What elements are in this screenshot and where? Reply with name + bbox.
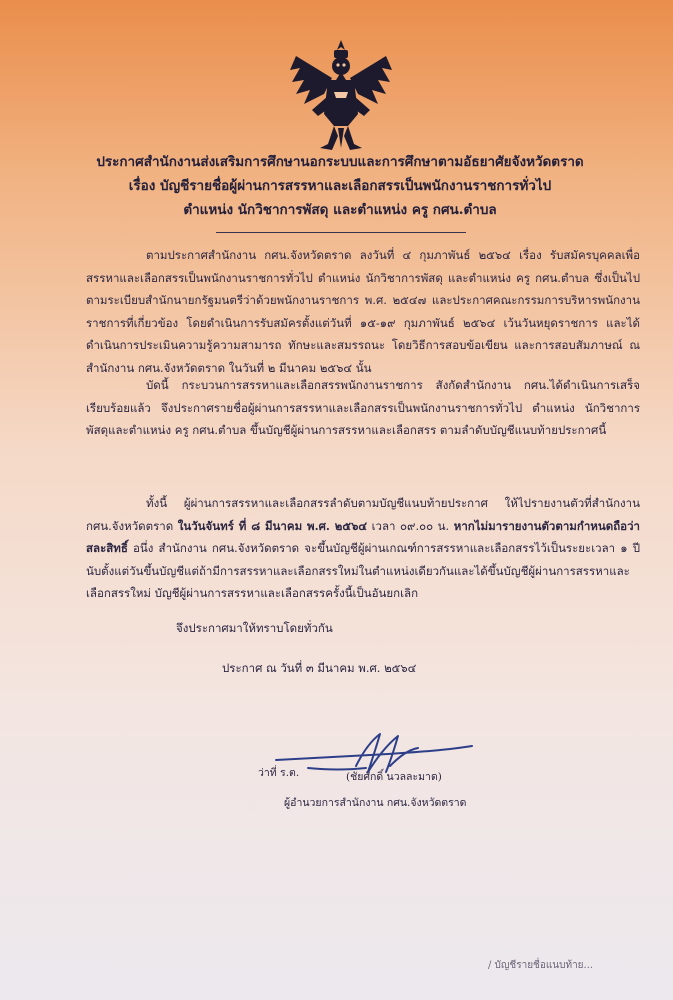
signatory-rank: ว่าที่ ร.ต. [258,767,300,779]
paragraph-background [86,244,640,379]
reporting-time: เวลา ๐๙.๐๐ น. [367,518,454,533]
heading-subject: เรื่อง บัญชีรายชื่อผู้ผ่านการสรรหาและเลือกสรรเป็นพนักงานราชการทั่วไป [128,178,552,194]
garuda-emblem-icon [288,36,394,152]
paragraph-background-text: ตามประกาศสำนักงาน กศน.จังหวัดตราด ลงวันที่ ๔ กุมภาพันธ์ ๒๕๖๔ เรื่อง รับสมัครบุคคลเพื่อสรรหาและเลือกสรรเป็นพนักงานราชการทั่วไป ตำแหน่ง นักวิชาการพัสดุ และตำแหน่ง ครู กศน.ตำบล ซึ่งเป็นไปตามระเบียบสำนักนายกรัฐมนตรีว่าด้วยพนักงานราชการ พ.ศ. ๒๕๔๗ และประกาศคณะกรรมการบริหารพนักงานราชการที่เกี่ยวข้อง โดยดำเนินการรับสมัครตั้งแต่วันที่ ๑๕-๑๙ กุมภาพันธ์ ๒๕๖๔ เว้นวันหยุดราชการ และได้ดำเนินการประเมินความรู้ความสามารถ ทักษะและสมรรถนะ โดยวิธีการสอบข้อเขียน และการสอบสัมภาษณ์ ณ สำนักงาน กศน.จังหวัดตราด ในวันที่ ๒ มีนาคม ๒๕๖๔ นั้น [86,248,640,375]
forfeit-notice: หากไม่มารายงานตัวตามกำหนดถือว่าสละสิทธิ์ [86,518,640,555]
announcement-date: ประกาศ ณ วันที่ ๓ มีนาคม พ.ศ. ๒๕๖๔ [222,661,417,675]
paragraph-announcement [86,374,640,442]
reporting-date: ในวันจันทร์ ที่ ๘ มีนาคม พ.ศ. ๒๕๖๔ [177,518,368,533]
continuation-note: / บัญชีรายชื่อแนบท้าย... [488,960,594,971]
signatory-title: ผู้อำนวยการสำนักงาน กศน.จังหวัดตราด [284,797,467,809]
list-validity: อนึ่ง สำนักงาน กศน.จังหวัดตราด จะขึ้นบัญชีผู้ผ่านเกณฑ์การสรรหาและเลือกสรรไว้เป็นระยะเวลา ๑ ปี นับตั้งแต่วันขึ้นบัญชีแต่ถ้ามีการสรรหาและเลือกสรรใหม่ในตำแหน่งเดียวกันและได้ขึ้นบัญชีผู้ผ่านการสรรหาและเลือกสรรใหม่ บัญชีผู้ผ่านการสรรหาและเลือกสรรครั้งนี้เป็นอันยกเลิก [86,541,640,600]
reporting-intro: ทั้งนี้ ผู้ผ่านการสรรหาและเลือกสรรลำดับตามบัญชีแนบท้ายประกาศ ให้ไปรายงานตัวที่สำนักงาน กศน.จังหวัดตราด [86,496,640,533]
document-heading [60,150,620,222]
closing-statement: จึงประกาศมาให้ทราบโดยทั่วกัน [176,621,333,635]
paragraph-announcement-text: บัดนี้ กระบวนการสรรหาและเลือกสรรพนักงานราชการ สังกัดสำนักงาน กศน.ได้ดำเนินการเสร็จเรียบร้อยแล้ว จึงประกาศรายชื่อผู้ผ่านการสรรหาและเลือกสรรเป็นพนักงานราชการทั่วไป ตำแหน่ง นักวิชาการพัสดุและตำแหน่ง ครู กศน.ตำบล ขึ้นบัญชีผู้ผ่านการสรรหาและเลือกสรร ตามลำดับบัญชีแนบท้ายประกาศนี้ [86,378,640,437]
signatory-name: (ชัยศักดิ์ นวลละมาด) [346,771,442,783]
heading-agency: ประกาศสำนักงานส่งเสริมการศึกษานอกระบบและการศึกษาตามอัธยาศัยจังหวัดตราด [96,154,584,170]
heading-positions: ตำแหน่ง นักวิชาการพัสดุ และตำแหน่ง ครู กศน.ตำบล [183,202,497,218]
paragraph-reporting [86,492,640,605]
heading-divider [216,232,466,233]
